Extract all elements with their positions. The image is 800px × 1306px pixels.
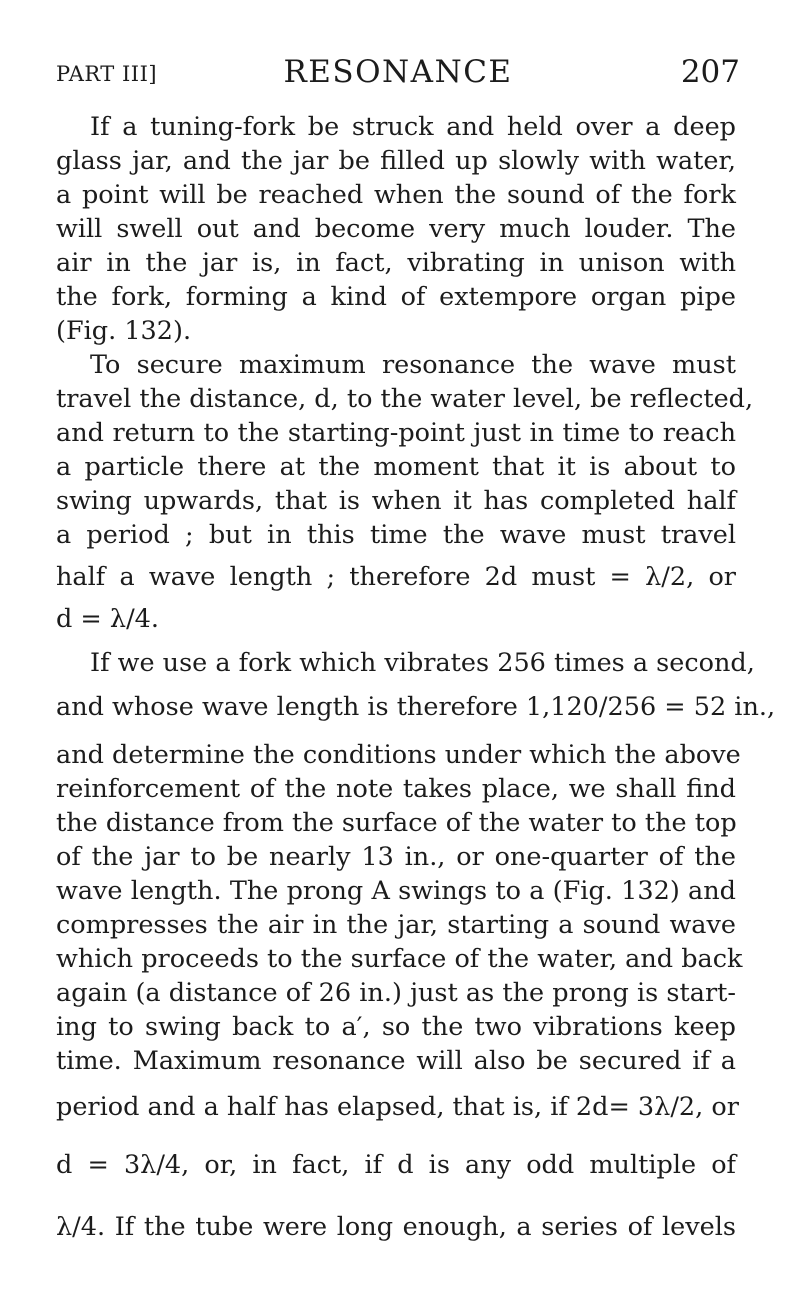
text-line: air in the jar is, in fact, vibrating in unison with xyxy=(56,248,736,278)
text-line: compresses the air in the jar, starting a sound wave xyxy=(56,910,736,940)
page-number: 207 xyxy=(680,54,740,90)
text-line: If we use a fork which vibrates 256 times a second, xyxy=(90,648,755,678)
text-line: λ/4. If the tube were long enough, a series of levels xyxy=(56,1212,736,1242)
text-line: If a tuning-fork be struck and held over a deep xyxy=(90,112,736,142)
text-line: reinforcement of the note takes place, we shall find xyxy=(56,774,736,804)
text-line: To secure maximum resonance the wave must xyxy=(90,350,736,380)
text-line: the fork, forming a kind of extempore organ pipe xyxy=(56,282,736,312)
section-label: PART III] xyxy=(56,62,158,86)
text-line: will swell out and become very much louder. The xyxy=(56,214,736,244)
text-line: swing upwards, that is when it has completed half xyxy=(56,486,736,516)
text-line: d = 3λ/4, or, in fact, if d is any odd multiple of xyxy=(56,1150,736,1180)
text-line: and whose wave length is therefore 1,120/256 = 52 in., xyxy=(56,692,776,722)
text-line: ing to swing back to a′, so the two vibrations keep xyxy=(56,1012,736,1042)
text-line: (Fig. 132). xyxy=(56,316,192,346)
text-line: a point will be reached when the sound of the fork xyxy=(56,180,736,210)
text-line: time. Maximum resonance will also be secured if a xyxy=(56,1046,736,1076)
text-line: and determine the conditions under which the above xyxy=(56,740,741,770)
text-line: period and a half has elapsed, that is, if 2d= 3λ/2, or xyxy=(56,1092,739,1122)
text-line: and return to the starting-point just in time to reach xyxy=(56,418,736,448)
text-line: which proceeds to the surface of the water, and back xyxy=(56,944,743,974)
text-line: half a wave length ; therefore 2d must = λ/2, or xyxy=(56,562,736,592)
text-line: d = λ/4. xyxy=(56,604,159,634)
text-line: glass jar, and the jar be filled up slowly with water, xyxy=(56,146,736,176)
chapter-title: RESONANCE xyxy=(283,54,513,90)
text-line: a particle there at the moment that it is about to xyxy=(56,452,736,482)
text-line: travel the distance, d, to the water level, be reflected, xyxy=(56,384,754,414)
text-line: again (a distance of 26 in.) just as the prong is start- xyxy=(56,978,736,1008)
text-line: of the jar to be nearly 13 in., or one-quarter of the xyxy=(56,842,736,872)
text-line: a period ; but in this time the wave must travel xyxy=(56,520,736,550)
running-header xyxy=(56,52,740,92)
text-line: the distance from the surface of the water to the top xyxy=(56,808,737,838)
text-line: wave length. The prong A swings to a (Fig. 132) and xyxy=(56,876,736,906)
